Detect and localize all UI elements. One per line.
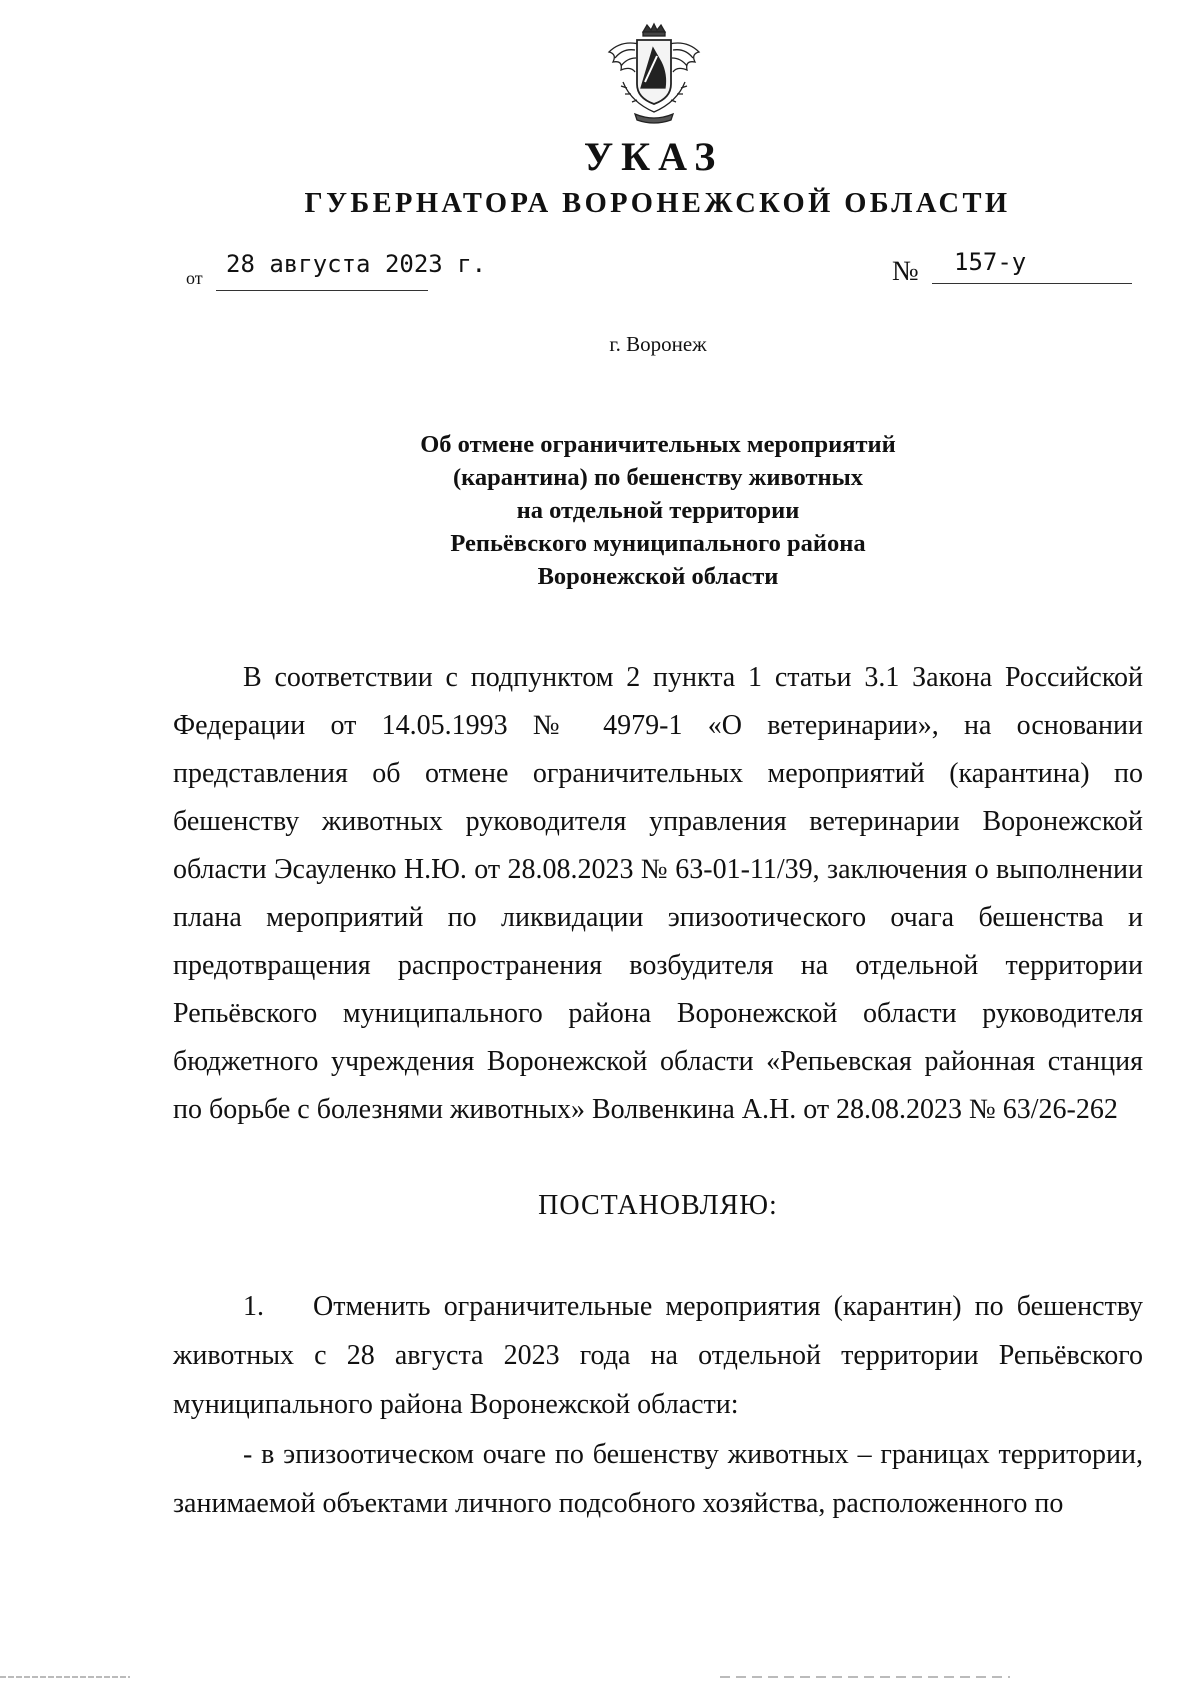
decree-item-1-bullet: - в эпизоотическом очаге по бешенству животных – границах территории, занимаемой объектами личного подсобного хозяйства, расположенного по	[173, 1439, 1143, 1519]
heading-line: Воронежской области	[537, 563, 779, 590]
preamble-paragraph: В соответствии с подпунктом 2 пункта 1 статьи 3.1 Закона Российской Федерации от 14.05.1993 № 4979-1 «О ветеринарии», на основании представления об отмене ограничительных мероприятий (карантина) по бешенству животных руководителя управления ветеринарии Воронежской области Эсауленко Н.Ю. от 28.08.2023 № 63-01-11/39, заключения о выполнении плана мероприятий по ликвидации эпизоотического очага бешенства и предотвращения распространения возбудителя на отдельной территории Репьёвского муниципального района Воронежской области руководителя бюджетного учреждения Воронежской области «Репьевская районная станция по борьбе с болезнями животных» Волвенкина А.Н. от 28.08.2023 № 63/26-262	[173, 662, 1143, 1125]
scan-edge-marks	[0, 1674, 1200, 1680]
document-date: 28 августа 2023 г.	[226, 250, 487, 278]
coat-of-arms-icon	[601, 22, 707, 128]
number-underline	[932, 283, 1132, 284]
heading-line: Об отмене ограничительных мероприятий	[420, 431, 896, 458]
date-underline	[216, 290, 428, 291]
document-type-title: УКАЗ	[583, 134, 724, 179]
decree-item-1	[173, 1282, 1143, 1429]
item-text: Отменить ограничительные мероприятия (карантин) по бешенству животных с 28 августа 2023 года на отдельной территории Репьёвского муниципального района Воронежской области:	[173, 1291, 1143, 1420]
date-prefix: от	[186, 268, 203, 288]
document-heading	[340, 428, 976, 593]
document-number: 157-у	[954, 248, 1027, 276]
heading-line: Репьёвского муниципального района	[450, 530, 866, 557]
number-sign: №	[892, 256, 919, 287]
item-number: 1.	[243, 1291, 264, 1322]
decree-word: ПОСТАНОВЛЯЮ:	[538, 1190, 778, 1221]
heading-line: (карантина) по бешенству животных	[453, 464, 863, 491]
heading-line: на отдельной территории	[516, 497, 800, 524]
city-name: г. Воронеж	[609, 332, 707, 356]
document-issuer-subtitle: ГУБЕРНАТОРА ВОРОНЕЖСКОЙ ОБЛАСТИ	[304, 188, 1011, 219]
